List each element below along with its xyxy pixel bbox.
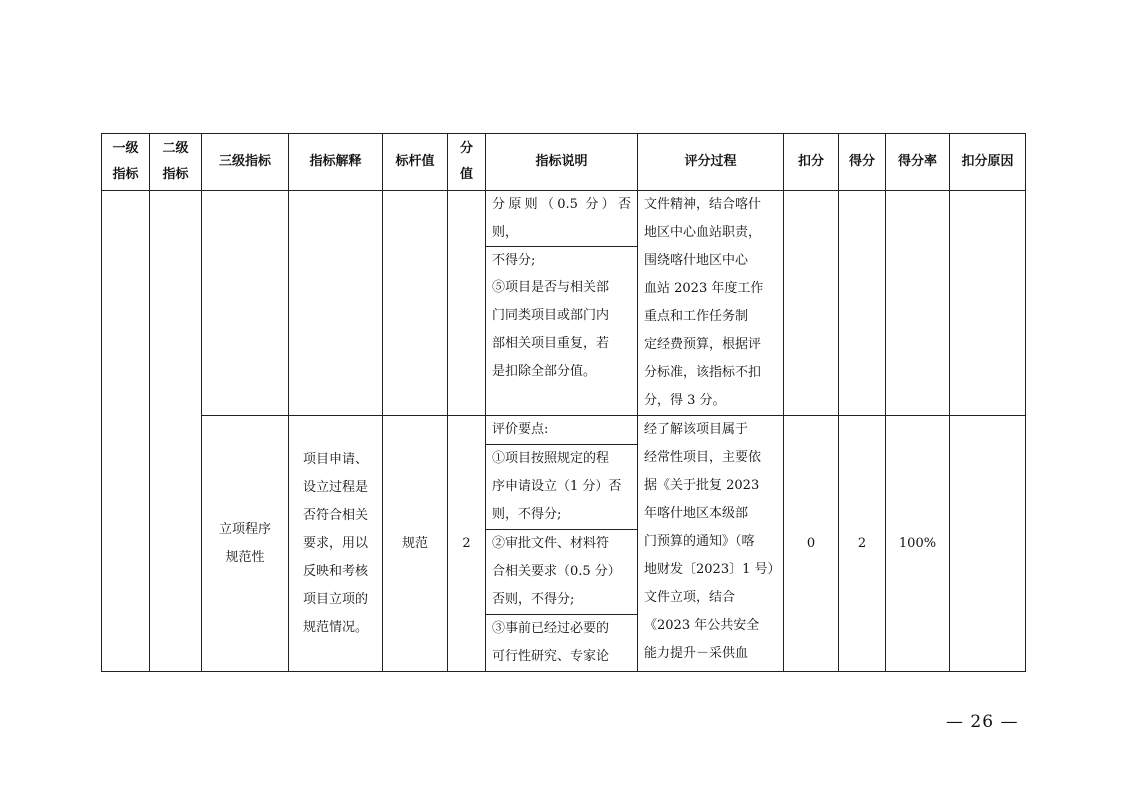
- header-rate: 得分率: [886, 134, 950, 191]
- score-cell: [839, 191, 886, 416]
- explain-cell: [289, 191, 383, 416]
- deduct-cell: [784, 191, 839, 416]
- explain-cell: 项目申请、 设立过程是 否符合相关 要求，用以 反映和考核 项目立项的 规范情况。: [289, 416, 383, 672]
- description-line: ③事前已经过必要的: [492, 621, 610, 636]
- process-line: 围绕喀什地区中心: [644, 253, 749, 268]
- header-process: 评分过程: [638, 134, 784, 191]
- description-line: ①项目按照规定的程: [492, 451, 610, 466]
- process-line: 地区中心血站职责，: [644, 225, 762, 240]
- process-line: 定经费预算，根据评: [644, 337, 762, 352]
- description-line: 不得分;: [492, 253, 536, 268]
- header-level1: 一级 指标: [102, 134, 150, 191]
- process-line: 经了解该项目属于: [644, 422, 749, 437]
- description-line: 是扣除全部分值。: [492, 363, 597, 379]
- header-level3: 三级指标: [202, 134, 289, 191]
- reason-cell: [950, 191, 1026, 416]
- score-value-cell: [448, 191, 486, 416]
- description-cell: [486, 416, 638, 672]
- description-line: 序申请设立（1 分）否: [492, 479, 622, 494]
- description-line: 可行性研究、专家论: [492, 649, 610, 664]
- level1-cell: [102, 191, 150, 672]
- header-description: 指标说明: [486, 134, 638, 191]
- process-line: 分，得 3 分。: [644, 393, 726, 408]
- process-line: 文件立项，结合: [644, 590, 736, 605]
- description-cell: [486, 191, 638, 416]
- description-line: 部相关项目重复，若: [492, 335, 610, 351]
- page-number: — 26 —: [946, 712, 1019, 732]
- header-level2: 二级 指标: [150, 134, 202, 191]
- rate-cell: [886, 191, 950, 416]
- level2-cell: [150, 191, 202, 672]
- process-line: 文件精神，结合喀什: [644, 197, 762, 212]
- description-line: ⑤项目是否与相关部: [492, 279, 610, 295]
- evaluation-table: [101, 133, 1026, 672]
- process-line: 据《关于批复 2023: [644, 478, 760, 493]
- description-line: 分原则（0.5 分）否则，: [492, 197, 631, 240]
- process-line: 分标准，该指标不扣: [644, 365, 762, 380]
- table-header-row: [102, 134, 1026, 191]
- reason-cell: [950, 416, 1026, 672]
- benchmark-cell: 规范: [383, 416, 448, 672]
- description-line: 门同类项目或部门内: [492, 307, 610, 323]
- process-line: 重点和工作任务制: [644, 309, 749, 324]
- level3-cell: 立项程序 规范性: [202, 416, 289, 672]
- process-line: 年喀什地区本级部: [644, 506, 749, 521]
- process-line: 能力提升－采供血: [644, 646, 749, 661]
- process-cell: [638, 191, 784, 416]
- score-cell: 2: [839, 416, 886, 672]
- table-row: [102, 416, 1026, 672]
- header-explain: 指标解释: [289, 134, 383, 191]
- description-line: 合相关要求（0.5 分）: [492, 564, 621, 579]
- header-reason: 扣分原因: [950, 134, 1026, 191]
- benchmark-cell: [383, 191, 448, 416]
- header-score: 得分: [839, 134, 886, 191]
- score-value-cell: 2: [448, 416, 486, 672]
- process-line: 地财发〔2023〕1 号）: [644, 562, 781, 577]
- header-deduct: 扣分: [784, 134, 839, 191]
- description-line: 否则，不得分;: [492, 592, 575, 607]
- level3-cell: [202, 191, 289, 416]
- deduct-cell: 0: [784, 416, 839, 672]
- header-benchmark: 标杆值: [383, 134, 448, 191]
- table-row: [102, 191, 1026, 416]
- rate-cell: 100%: [886, 416, 950, 672]
- process-line: 《2023 年公共安全: [644, 618, 760, 633]
- process-line: 门预算的通知》（喀: [644, 534, 755, 549]
- process-cell: [638, 416, 784, 672]
- description-line: 则，不得分;: [492, 507, 562, 522]
- process-line: 血站 2023 年度工作: [644, 281, 764, 296]
- header-score-value: 分 值: [448, 134, 486, 191]
- description-line: 评价要点:: [492, 422, 549, 437]
- process-line: 经常性项目，主要依: [644, 450, 762, 465]
- description-line: ②审批文件、材料符: [492, 536, 610, 551]
